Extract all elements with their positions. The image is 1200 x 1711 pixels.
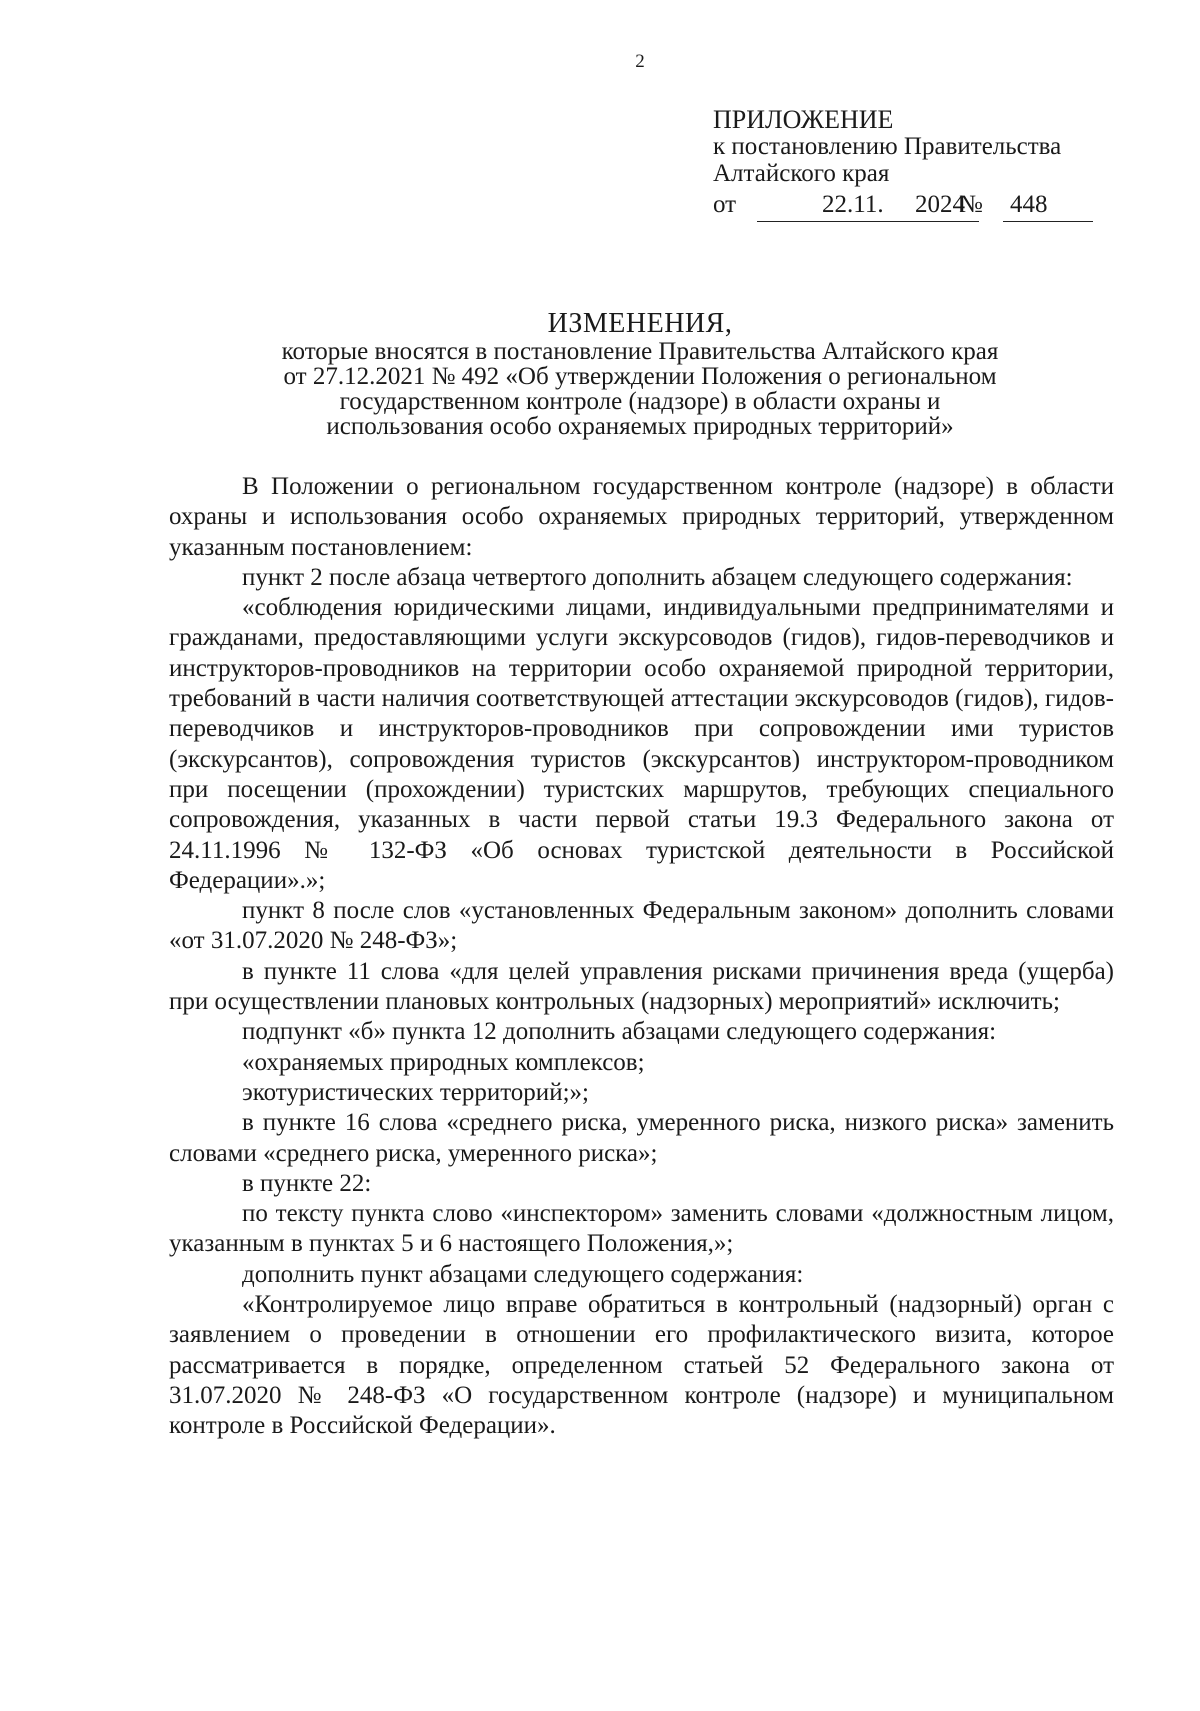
document-body (169, 472, 1114, 1442)
paragraph-item-22-text: «Контролируемое лицо вправе обратиться в контрольный (надзорный) орган с заявлением о проведении в отношении его профилактического визита, которое рассматривается в порядке, определенном статьей 52 Федерального закона от 31.07.2020 № 248-ФЗ «О государственном контроле (надзоре) и муниципальном контроле в Российской Федерации». (169, 1291, 1114, 1440)
page-number: 2 (635, 51, 645, 72)
document-heading (170, 309, 1110, 439)
appendix-date-row (713, 187, 1133, 221)
paragraph-item-11: в пункте 11 слова «для целей управления рисками причинения вреда (ущерба) при осуществлении плановых контрольных (надзорных) мероприятий» исключить; (169, 957, 1114, 1016)
paragraph-item-2: пункт 2 после абзаца четвертого дополнить абзацем следующего содержания: (242, 563, 1073, 591)
date-underline (757, 221, 979, 222)
paragraph-item-22-add: дополнить пункт абзацами следующего содержания: (242, 1260, 804, 1288)
number-value: 448 (1010, 191, 1048, 218)
heading-line-3: государственном контроле (надзоре) в области охраны и (339, 388, 941, 415)
paragraph-intro: В Положении о региональном государственном контроле (надзоре) в области охраны и использования особо охраняемых природных территорий, утвержденном указанным постановлением: (169, 473, 1114, 561)
paragraph-item-2-text: «соблюдения юридическими лицами, индивидуальными предпринимателями и гражданами, предоставляющими услуги экскурсоводов (гидов), гидов-переводчиков и инструкторов-проводников на территории особо охраняемой природной территории, требований в части наличия соответствующей аттестации экскурсоводов (гидов), гидов-переводчиков и инструкторов-проводников при сопровождении ими туристов (экскурсантов), сопровождения туристов (экскурсантов) инструктором-проводником при посещении (прохождении) туристских маршрутов, требующих специального сопровождения, указанных в части первой статьи 19.3 Федерального закона от 24.11.1996 № 132-ФЗ «Об основах туристской деятельности в Российской Федерации».»; (169, 594, 1114, 894)
heading-line-4: использования особо охраняемых природных территорий» (326, 413, 954, 440)
paragraph-item-22: в пункте 22: (242, 1169, 372, 1197)
heading-title: ИЗМЕНЕНИЯ, (547, 308, 733, 339)
paragraph-item-8: пункт 8 после слов «установленных Федеральным законом» дополнить словами «от 31.07.2020 № 248-ФЗ»; (169, 897, 1114, 955)
number-label: № (959, 191, 983, 218)
date-year: 2024 (915, 191, 965, 218)
appendix-title: ПРИЛОЖЕНИЕ (713, 105, 894, 134)
paragraph-item-12-a: «охраняемых природных комплексов; (242, 1048, 645, 1076)
paragraph-item-12: подпункт «б» пункта 12 дополнить абзацами следующего содержания: (242, 1018, 997, 1046)
appendix-line-1: к постановлению Правительства (713, 133, 1062, 160)
number-underline (1003, 221, 1093, 222)
appendix-block (713, 106, 1133, 221)
date-prefix: от (713, 191, 737, 218)
heading-line-1: которые вносятся в постановление Правительства Алтайского края (281, 338, 999, 365)
appendix-line-2: Алтайского края (713, 160, 890, 187)
paragraph-item-12-b: экотуристических территорий;»; (242, 1078, 589, 1106)
paragraph-item-22-replace: по тексту пункта слово «инспектором» заменить словами «должностным лицом, указанным в пунктах 5 и 6 настоящего Положения,»; (169, 1200, 1114, 1258)
paragraph-item-16: в пункте 16 слова «среднего риска, умеренного риска, низкого риска» заменить словами «среднего риска, умеренного риска»; (169, 1109, 1114, 1167)
date-value: 22.11. (822, 191, 884, 218)
heading-line-2: от 27.12.2021 № 492 «Об утверждении Положения о региональном (283, 363, 997, 390)
